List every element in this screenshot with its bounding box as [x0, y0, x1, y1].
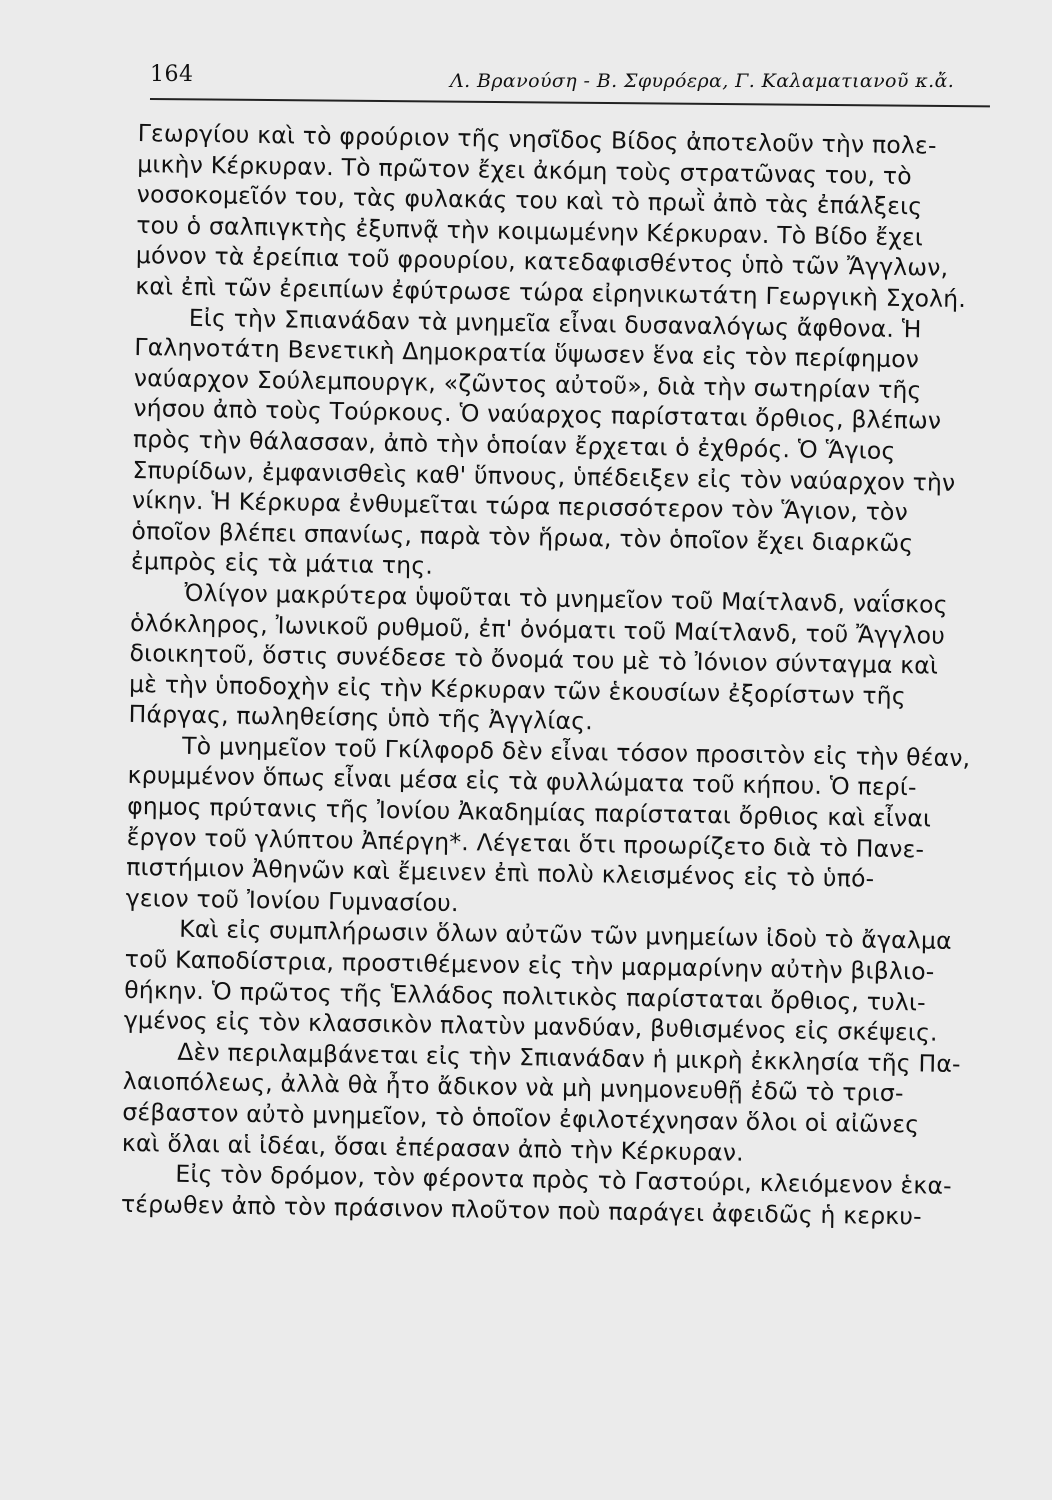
- text-line: γμένος εἰς τὸν κλασσικὸν πλατὺν μανδύαν, βυθισμένος εἰς σκέψεις.: [123, 1006, 938, 1047]
- text-line: νοσοκομεῖόν του, τὰς φυλακάς του καὶ τὸ πρωῒ ἀπὸ τὰς ἐπάλξεις: [136, 180, 923, 221]
- text-line: μικὴν Κέρκυραν. Τὸ πρῶτον ἔχει ἀκόμη τοὺς στρατῶνας του, τὸ: [137, 149, 913, 190]
- text-line: ἐμπρὸς εἰς τὰ μάτια της.: [130, 547, 434, 580]
- text-line: φημος πρύτανις τῆς Ἰονίου Ἀκαδημίας παρίσταται ὄρθιος καὶ εἶναι: [126, 791, 932, 833]
- paragraph-start-line: Ὀλίγον μακρύτερα ὑψοῦται τὸ μνημεῖον τοῦ Μαίτλανδ, ναΐσκος: [184, 578, 948, 619]
- text-line: ὁποῖον βλέπει σπανίως, παρὰ τὸν ἥρωα, τὸν ὁποῖον ἔχει διαρκῶς: [131, 516, 914, 557]
- body-text: [121, 118, 998, 1233]
- text-line: κρυμμένον ὅπως εἶναι μέσα εἰς τὰ φυλλώματα τοῦ κήπου. Ὁ περί-: [127, 761, 917, 802]
- text-line: του ὁ σαλπιγκτὴς ἐξυπνᾷ τὴν κοιμωμένην Κέρκυραν. Τὸ Βίδο ἔχει: [136, 210, 924, 252]
- text-line: Γαληνοτάτη Βενετικὴ Δημοκρατία ὕψωσεν ἕνα εἰς τὸν περίφημον: [134, 333, 920, 374]
- text-line: νίκην. Ἡ Κέρκυρα ἐνθυμεῖται τώρα περισσότερον τὸν Ἅγιον, τὸν: [131, 486, 909, 527]
- text-line: Πάργας, πωληθείσης ὑπὸ τῆς Ἀγγλίας.: [128, 700, 594, 736]
- text-line: ὁλόκληρος, Ἰωνικοῦ ρυθμοῦ, ἐπ' ὀνόματι τοῦ Μαίτλανδ, τοῦ Ἄγγλου: [129, 608, 946, 650]
- paragraph-start-line: Καὶ εἰς συμπλήρωσιν ὅλων αὐτῶν τῶν μνημείων ἰδοὺ τὸ ἄγαλμα: [179, 915, 953, 956]
- text-line: καὶ ὅλαι αἱ ἰδέαι, ὅσαι ἐπέρασαν ἀπὸ τὴν Κέρκυραν.: [121, 1128, 745, 1167]
- text-line: διοικητοῦ, ὅστις συνέδεσε τὸ ὄνομά του μὲ τὸ Ἰόνιον σύνταγμα καὶ: [129, 639, 939, 680]
- text-line: θήκην. Ὁ πρῶτος τῆς Ἑλλάδος πολιτικὸς παρίσταται ὄρθιος, τυλι-: [124, 975, 927, 1017]
- header-rule: [150, 98, 990, 107]
- text-line: γειον τοῦ Ἰονίου Γυμνασίου.: [125, 883, 459, 917]
- text-line: μὲ τὴν ὑποδοχὴν εἰς τὴν Κέρκυραν τῶν ἑκουσίων ἐξορίστων τῆς: [128, 669, 907, 710]
- text-line: Γεωργίου καὶ τὸ φρούριον τῆς νησῖδος Βίδος ἀποτελοῦν τὴν πολε-: [137, 118, 937, 160]
- running-header: Λ. Βρανούση - Β. Σφυρόερα, Γ. Καλαματιανοῦ κ.ἄ.: [450, 70, 955, 92]
- paragraph-start-line: Δὲν περιλαμβάνεται εἰς τὴν Σπιανάδαν ἡ μικρὴ ἐκκλησία τῆς Πα-: [177, 1037, 961, 1078]
- text-line: πιστήμιον Ἀθηνῶν καὶ ἔμεινεν ἐπὶ πολὺ κλεισμένος εἰς τὸ ὑπό-: [126, 853, 875, 893]
- text-line: λαιοπόλεως, ἀλλὰ θὰ ἦτο ἄδικον νὰ μὴ μνημονευθῇ ἐδῶ τὸ τρισ-: [122, 1067, 904, 1108]
- page-number: 164: [150, 62, 194, 87]
- text-line: νήσου ἀπὸ τοὺς Τούρκους. Ὁ ναύαρχος παρίσταται ὄρθιος, βλέπων: [133, 394, 942, 435]
- paragraph-start-line: Τὸ μνημεῖον τοῦ Γκίλφορδ δὲν εἶναι τόσον προσιτὸν εἰς τὴν θέαν,: [181, 731, 971, 773]
- text-line: τέρωθεν ἀπὸ τὸν πράσινον πλοῦτον ποὺ παράγει ἀφειδῶς ἡ κερκυ-: [120, 1189, 923, 1231]
- text-line: καὶ ἐπὶ τῶν ἐρειπίων ἐφύτρωσε τώρα εἰρηνικωτάτη Γεωργικὴ Σχολή.: [135, 271, 967, 313]
- text-line: Σπυρίδων, ἐμφανισθεὶς καθ' ὕπνους, ὑπέδειξεν εἰς τὸν ναύαρχον τὴν: [132, 455, 956, 497]
- text-line: πρὸς τὴν θάλασσαν, ἀπὸ τὴν ὁποίαν ἔρχεται ὁ ἐχθρός. Ὁ Ἅγιος: [132, 424, 896, 465]
- text-line: τοῦ Καποδίστρια, προστιθέμενον εἰς τὴν μαρμαρίνην αὐτὴν βιβλιο-: [124, 944, 935, 986]
- paragraph-start-line: Εἰς τὴν Σπιανάδαν τὰ μνημεῖα εἶναι δυσαναλόγως ἄφθονα. Ἡ: [188, 303, 922, 343]
- text-line: ναύαρχον Σούλεμπουργκ, «ζῶντος αὐτοῦ», διὰ τὴν σωτηρίαν τῆς: [133, 363, 922, 405]
- paragraph-start-line: Εἰς τὸν δρόμον, τὸν φέροντα πρὸς τὸ Γαστούρι, κλειόμενον ἑκα-: [175, 1159, 953, 1201]
- text-line: μόνον τὰ ἐρείπια τοῦ φρουρίου, κατεδαφισθέντος ὑπὸ τῶν Ἄγγλων,: [135, 241, 949, 283]
- text-line: σέβαστον αὐτὸ μνημεῖον, τὸ ὁποῖον ἐφιλοτέχνησαν ὅλοι οἱ αἰῶνες: [122, 1097, 920, 1139]
- text-line: ἔργον τοῦ γλύπτου Ἀπέργη*. Λέγεται ὅτι προωρίζετο διὰ τὸ Πανε-: [126, 822, 925, 864]
